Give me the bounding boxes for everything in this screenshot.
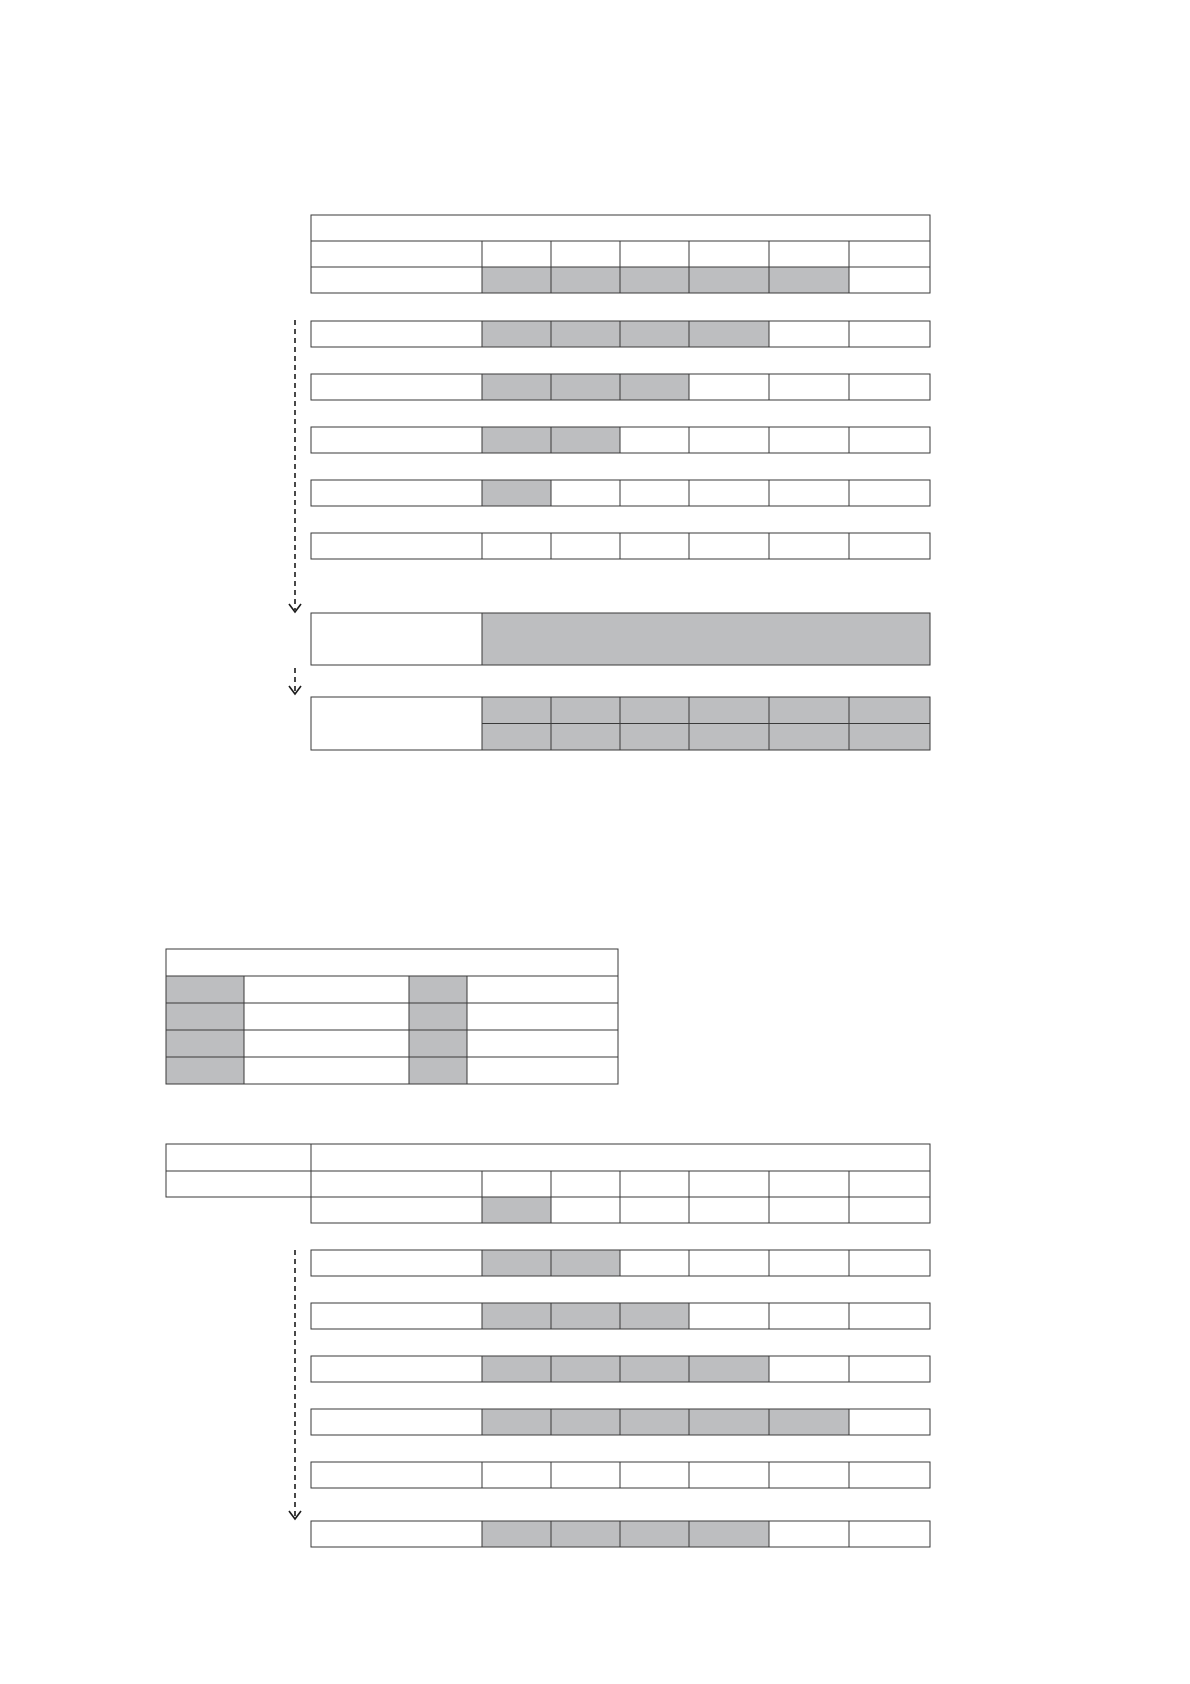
top-double-row-2-cell-5 — [769, 724, 849, 751]
bottom-level-row-3-cell-4 — [689, 1303, 769, 1329]
top-level-row-6-cell-6 — [849, 533, 930, 559]
bottom-level-row-6-cell-6 — [849, 1462, 930, 1488]
top-flow-arrow-2 — [289, 668, 301, 694]
top-level-row-4-cell-4 — [689, 427, 769, 453]
bottom-level-row-5-label-cell — [311, 1409, 482, 1435]
bottom-column-row-cell-1 — [482, 1171, 551, 1197]
bottom-level-row-3-cell-1 — [482, 1303, 551, 1329]
bottom-level-row-3-cell-2 — [551, 1303, 620, 1329]
bottom-column-row-cell-5 — [769, 1171, 849, 1197]
bottom-level-row-7-cell-4 — [689, 1521, 769, 1547]
top-level-row-6-cell-2 — [551, 533, 620, 559]
bottom-level-row-7-cell-6 — [849, 1521, 930, 1547]
top-level-row-3-label-cell — [311, 374, 482, 400]
top-level-row-4-cell-2 — [551, 427, 620, 453]
bottom-level-row-4-cell-6 — [849, 1356, 930, 1382]
top-level-row-3-cell-1 — [482, 374, 551, 400]
bottom-level-row-6-cell-3 — [620, 1462, 689, 1488]
bottom-level-row-1-cell-6 — [849, 1197, 930, 1223]
top-level-row-1-cell-5 — [769, 267, 849, 293]
bottom-header-left-cell — [166, 1144, 311, 1171]
top-double-row-2-cell-2 — [551, 724, 620, 751]
top-merged-fill-cell — [482, 613, 930, 665]
flow-arrows — [289, 320, 301, 1519]
top-level-row-2-cell-6 — [849, 321, 930, 347]
top-column-row-cell-5 — [769, 241, 849, 267]
top-column-row-cell-2 — [551, 241, 620, 267]
top-level-row-4-cell-1 — [482, 427, 551, 453]
top-double-row-2-cell-4 — [689, 724, 769, 751]
top-level-row-3-cell-4 — [689, 374, 769, 400]
top-level-row-4-label-cell — [311, 427, 482, 453]
top-level-row-6-label-cell — [311, 533, 482, 559]
legend-row-2-label-1 — [244, 1003, 409, 1030]
top-double-row-2-cell-3 — [620, 724, 689, 751]
top-column-row-cell-1 — [482, 241, 551, 267]
top-level-row-1-cell-1 — [482, 267, 551, 293]
bottom-level-row-7-cell-2 — [551, 1521, 620, 1547]
top-level-row-1-cell-2 — [551, 267, 620, 293]
top-double-row-2-cell-1 — [482, 724, 551, 751]
legend-row-1-label-1 — [244, 976, 409, 1003]
legend-row-2-swatch-2 — [409, 1003, 467, 1030]
bottom-level-row-7-cell-5 — [769, 1521, 849, 1547]
legend-row-3-label-1 — [244, 1030, 409, 1057]
top-level-row-2-cell-1 — [482, 321, 551, 347]
top-level-row-4-cell-3 — [620, 427, 689, 453]
bottom-level-row-2-cell-6 — [849, 1250, 930, 1276]
top-level-row-2-cell-5 — [769, 321, 849, 347]
top-merged-label-cell — [311, 613, 482, 665]
bottom-level-row-2-cell-5 — [769, 1250, 849, 1276]
top-column-row-cell-6 — [849, 241, 930, 267]
bottom-level-row-4-label-cell — [311, 1356, 482, 1382]
bottom-level-row-1-cell-4 — [689, 1197, 769, 1223]
top-level-row-3-cell-6 — [849, 374, 930, 400]
top-level-row-1-cell-3 — [620, 267, 689, 293]
legend-row-3-swatch-2 — [409, 1030, 467, 1057]
bottom-level-row-5-cell-2 — [551, 1409, 620, 1435]
bottom-level-row-4-cell-5 — [769, 1356, 849, 1382]
top-level-row-2-cell-3 — [620, 321, 689, 347]
top-double-row-1-cell-3 — [620, 697, 689, 724]
top-column-row-cell-4 — [689, 241, 769, 267]
legend-row-4-swatch-1 — [166, 1057, 244, 1084]
bottom-column-row-lead-cell — [166, 1171, 311, 1197]
bottom-column-row-cell-2 — [551, 1171, 620, 1197]
bottom-level-row-5-cell-5 — [769, 1409, 849, 1435]
bottom-level-row-6-cell-2 — [551, 1462, 620, 1488]
bottom-level-row-5-cell-4 — [689, 1409, 769, 1435]
legend-row-2-label-2 — [467, 1003, 618, 1030]
top-level-row-6-cell-3 — [620, 533, 689, 559]
bottom-level-row-6-cell-5 — [769, 1462, 849, 1488]
bottom-level-row-7-cell-1 — [482, 1521, 551, 1547]
top-level-row-2-cell-2 — [551, 321, 620, 347]
top-level-row-4-cell-6 — [849, 427, 930, 453]
top-level-row-3-cell-2 — [551, 374, 620, 400]
top-double-row-2-cell-6 — [849, 724, 930, 751]
bottom-level-row-5-cell-1 — [482, 1409, 551, 1435]
top-level-row-5-cell-4 — [689, 480, 769, 506]
top-level-row-5-cell-5 — [769, 480, 849, 506]
top-double-row-1-cell-6 — [849, 697, 930, 724]
top-level-row-5-cell-3 — [620, 480, 689, 506]
bottom-level-row-2-cell-4 — [689, 1250, 769, 1276]
top-level-row-1-cell-4 — [689, 267, 769, 293]
top-level-row-2-label-cell — [311, 321, 482, 347]
top-header-row — [311, 215, 930, 241]
legend-row-1-swatch-2 — [409, 976, 467, 1003]
top-level-row-4-cell-5 — [769, 427, 849, 453]
bottom-level-row-6-cell-1 — [482, 1462, 551, 1488]
top-level-row-5-cell-1 — [482, 480, 551, 506]
bottom-level-row-1-label-cell — [311, 1197, 482, 1223]
legend-row-4-swatch-2 — [409, 1057, 467, 1084]
bottom-level-row-2-cell-1 — [482, 1250, 551, 1276]
bottom-level-row-3-label-cell — [311, 1303, 482, 1329]
top-level-row-1-label-cell — [311, 267, 482, 293]
bottom-level-row-4-cell-1 — [482, 1356, 551, 1382]
top-flow-arrow-1 — [289, 320, 301, 612]
top-level-row-3-cell-5 — [769, 374, 849, 400]
bottom-column-row-label-cell — [311, 1171, 482, 1197]
top-level-row-6-cell-5 — [769, 533, 849, 559]
top-double-row-1-cell-1 — [482, 697, 551, 724]
bottom-level-row-1-cell-2 — [551, 1197, 620, 1223]
bottom-header-right-cell — [311, 1144, 930, 1171]
legend-header-row — [166, 949, 618, 976]
bottom-level-row-1-cell-5 — [769, 1197, 849, 1223]
bottom-column-row-cell-4 — [689, 1171, 769, 1197]
bottom-level-row-2-cell-3 — [620, 1250, 689, 1276]
bottom-level-row-7-cell-3 — [620, 1521, 689, 1547]
bottom-level-row-3-cell-5 — [769, 1303, 849, 1329]
top-level-row-5-cell-2 — [551, 480, 620, 506]
top-column-row-cell-3 — [620, 241, 689, 267]
legend-row-4-label-1 — [244, 1057, 409, 1084]
bottom-column-row-cell-3 — [620, 1171, 689, 1197]
top-level-row-5-cell-6 — [849, 480, 930, 506]
bottom-level-row-1-cell-1 — [482, 1197, 551, 1223]
bottom-level-row-5-cell-3 — [620, 1409, 689, 1435]
top-level-row-6-cell-4 — [689, 533, 769, 559]
top-double-row-1-cell-2 — [551, 697, 620, 724]
bottom-level-row-2-label-cell — [311, 1250, 482, 1276]
bottom-level-row-2-cell-2 — [551, 1250, 620, 1276]
bottom-flow-arrow — [289, 1250, 301, 1519]
legend-table — [166, 949, 618, 1084]
bottom-level-row-6-cell-4 — [689, 1462, 769, 1488]
top-column-row-label-cell — [311, 241, 482, 267]
top-level-row-5-label-cell — [311, 480, 482, 506]
bottom-level-row-4-cell-2 — [551, 1356, 620, 1382]
top-double-row-1-cell-4 — [689, 697, 769, 724]
bottom-level-row-6-label-cell — [311, 1462, 482, 1488]
bottom-level-row-7-label-cell — [311, 1521, 482, 1547]
bottom-level-row-3-cell-6 — [849, 1303, 930, 1329]
top-diagram — [311, 215, 930, 750]
bottom-level-row-1-cell-3 — [620, 1197, 689, 1223]
bottom-level-row-4-cell-4 — [689, 1356, 769, 1382]
top-double-label-cell — [311, 697, 482, 750]
bottom-level-row-4-cell-3 — [620, 1356, 689, 1382]
legend-row-1-swatch-1 — [166, 976, 244, 1003]
legend-row-2-swatch-1 — [166, 1003, 244, 1030]
top-level-row-6-cell-1 — [482, 533, 551, 559]
legend-row-3-label-2 — [467, 1030, 618, 1057]
bottom-level-row-5-cell-6 — [849, 1409, 930, 1435]
legend-row-3-swatch-1 — [166, 1030, 244, 1057]
top-level-row-3-cell-3 — [620, 374, 689, 400]
top-level-row-2-cell-4 — [689, 321, 769, 347]
bottom-column-row-cell-6 — [849, 1171, 930, 1197]
top-double-row-1-cell-5 — [769, 697, 849, 724]
bottom-diagram — [166, 1144, 930, 1547]
legend-row-1-label-2 — [467, 976, 618, 1003]
bottom-level-row-3-cell-3 — [620, 1303, 689, 1329]
top-level-row-1-cell-6 — [849, 267, 930, 293]
legend-row-4-label-2 — [467, 1057, 618, 1084]
